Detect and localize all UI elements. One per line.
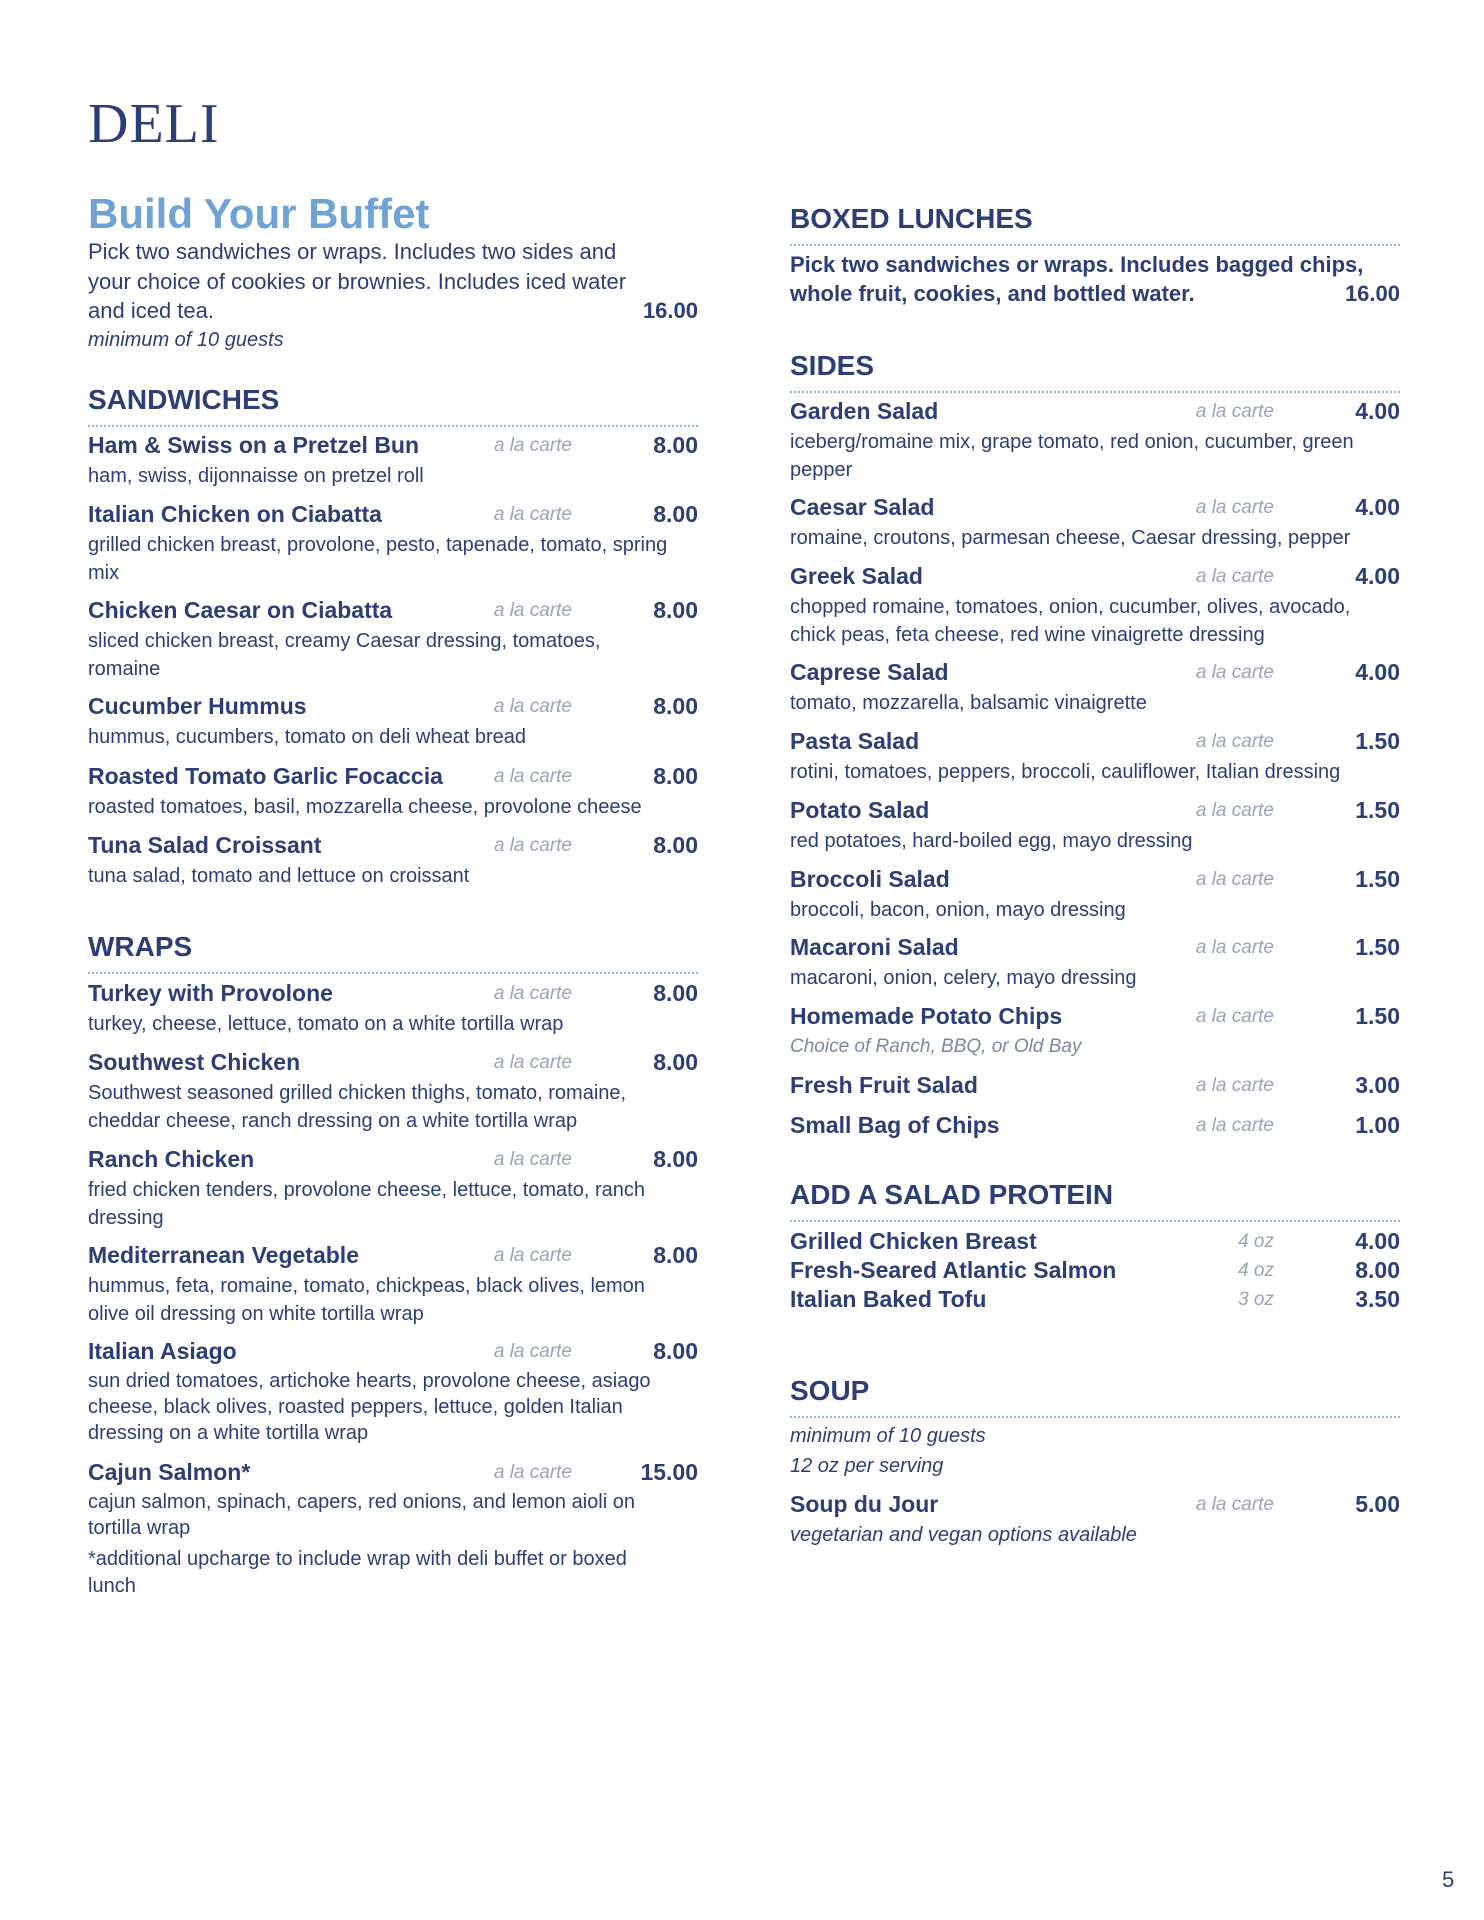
wrap-item [88,1242,698,1328]
item-description: sun dried tomatoes, artichoke hearts, provolone cheese, asiago cheese, black olives, roasted peppers, lettuce, golden Italian dressing on a white tortilla wrap [88,1370,651,1444]
item-qualifier: a la carte [1195,1006,1274,1027]
item-price: 8.00 [653,501,698,527]
item-qualifier: a la carte [1195,662,1274,683]
item-name: Garden Salad [790,398,939,424]
item-qualifier: 4 oz [1238,1231,1274,1252]
sandwich-item [88,432,698,490]
wrap-item [88,1338,698,1446]
item-qualifier: a la carte [1195,800,1274,821]
buffet-note: minimum of 10 guests [88,328,284,351]
item-description: turkey, cheese, lettuce, tomato on a white tortilla wrap [88,1013,564,1035]
item-description: roasted tomatoes, basil, mozzarella cheese, provolone cheese [88,796,642,818]
side-item [790,934,1400,992]
item-qualifier: a la carte [493,504,572,525]
side-item [790,728,1400,786]
sandwich-item [88,693,698,751]
page-title: DELI [88,93,220,155]
boxed-lunches-price: 16.00 [1344,281,1400,306]
item-name: Italian Baked Tofu [790,1286,987,1312]
item-name: Turkey with Provolone [88,980,333,1006]
item-qualifier: a la carte [493,600,572,621]
item-qualifier: a la carte [1195,731,1274,752]
side-item [790,866,1400,924]
side-item [790,563,1400,649]
wrap-item [88,1459,698,1541]
wrap-item [88,1146,698,1232]
item-description: Southwest seasoned grilled chicken thighs, tomato, romaine, cheddar cheese, ranch dressing on a white tortilla wrap [88,1082,627,1132]
item-name: Broccoli Salad [790,866,950,892]
item-name: Fresh-Seared Atlantic Salmon [790,1257,1117,1283]
wrap-item [88,980,698,1038]
sandwich-item [88,832,698,890]
item-qualifier: a la carte [493,1341,572,1362]
salad-protein-heading: ADD A SALAD PROTEIN [790,1179,1400,1222]
item-name: Small Bag of Chips [790,1112,1000,1138]
sandwiches-heading: SANDWICHES [88,384,698,427]
item-price: 8.00 [653,1049,698,1075]
item-description: fried chicken tenders, provolone cheese, lettuce, tomato, ranch dressing [88,1179,645,1229]
item-description: broccoli, bacon, onion, mayo dressing [790,899,1126,921]
item-qualifier: a la carte [493,1052,572,1073]
item-qualifier: a la carte [1195,401,1274,422]
item-price: 8.00 [653,1242,698,1268]
item-price: 8.00 [653,1338,698,1364]
buffet-title: Build Your Buffet [88,190,430,237]
item-name: Chicken Caesar on Ciabatta [88,597,393,623]
side-item [790,1072,1400,1102]
item-description: macaroni, onion, celery, mayo dressing [790,967,1137,989]
item-price: 15.00 [640,1459,698,1485]
item-price: 1.00 [1355,1112,1400,1138]
item-description: rotini, tomatoes, peppers, broccoli, cauliflower, Italian dressing [790,761,1341,783]
item-qualifier: a la carte [1195,869,1274,890]
side-item [790,1112,1400,1142]
item-price: 8.00 [1355,1257,1400,1283]
item-qualifier: 4 oz [1238,1260,1274,1281]
item-name: Grilled Chicken Breast [790,1228,1037,1254]
item-price: 1.50 [1355,797,1400,823]
item-name: Greek Salad [790,563,923,589]
sandwich-item [88,763,698,821]
wraps-heading: WRAPS [88,931,698,974]
item-price: 1.50 [1355,934,1400,960]
item-qualifier: a la carte [493,983,572,1004]
item-qualifier: a la carte [1195,1075,1274,1096]
buffet-description-block [88,237,698,355]
item-price: 8.00 [653,432,698,458]
item-name: Italian Asiago [88,1338,237,1364]
item-name: Southwest Chicken [88,1049,301,1075]
item-name: Ranch Chicken [88,1146,255,1172]
boxed-lunches-description: Pick two sandwiches or wraps. Includes bagged chips, whole fruit, cookies, and bottled water. [790,252,1364,306]
side-item [790,494,1400,552]
item-price: 8.00 [653,763,698,789]
item-name: Homemade Potato Chips [790,1003,1063,1029]
item-description: vegetarian and vegan options available [790,1524,1137,1546]
item-price: 8.00 [653,1146,698,1172]
item-description: tomato, mozzarella, balsamic vinaigrette [790,692,1147,714]
item-qualifier: a la carte [1195,1115,1274,1136]
item-price: 3.00 [1355,1072,1400,1098]
item-name: Cucumber Hummus [88,693,307,719]
item-price: 8.00 [653,980,698,1006]
item-name: Tuna Salad Croissant [88,832,322,858]
item-description: sliced chicken breast, creamy Caesar dressing, tomatoes, romaine [88,630,601,680]
item-price: 8.00 [653,597,698,623]
item-name: Cajun Salmon* [88,1459,251,1485]
item-qualifier: a la carte [1195,1494,1274,1515]
soup-item [790,1491,1400,1549]
item-price: 1.50 [1355,728,1400,754]
protein-item [790,1286,1400,1316]
item-name: Mediterranean Vegetable [88,1242,359,1268]
sandwich-item [88,597,698,683]
soup-heading: SOUP [790,1375,1400,1418]
item-qualifier: a la carte [493,696,572,717]
item-description: grilled chicken breast, provolone, pesto, tapenade, tomato, spring mix [88,534,668,584]
item-description: hummus, feta, romaine, tomato, chickpeas, black olives, lemon olive oil dressing on white tortilla wrap [88,1275,645,1325]
sandwich-item [88,501,698,587]
item-name: Pasta Salad [790,728,920,754]
side-item [790,1003,1400,1061]
item-price: 4.00 [1355,659,1400,685]
side-item [790,398,1400,484]
soup-note-serving: 12 oz per serving [790,1455,944,1477]
boxed-lunches-block [790,250,1400,308]
side-item [790,797,1400,855]
item-name: Fresh Fruit Salad [790,1072,978,1098]
item-price: 3.50 [1355,1286,1400,1312]
item-description: iceberg/romaine mix, grape tomato, red onion, cucumber, green pepper [790,431,1354,481]
item-description: tuna salad, tomato and lettuce on croissant [88,865,470,887]
item-name: Caesar Salad [790,494,935,520]
item-qualifier: a la carte [493,1149,572,1170]
boxed-lunches-heading: BOXED LUNCHES [790,203,1400,246]
item-qualifier: a la carte [1195,937,1274,958]
item-price: 4.00 [1355,563,1400,589]
item-qualifier: a la carte [493,1462,572,1483]
wraps-footnote: *additional upcharge to include wrap with deli buffet or boxed lunch [88,1548,627,1597]
side-item [790,659,1400,717]
item-description: hummus, cucumbers, tomato on deli wheat bread [88,726,526,748]
soup-note-minimum: minimum of 10 guests [790,1425,986,1447]
item-name: Soup du Jour [790,1491,939,1517]
wrap-item [88,1049,698,1135]
item-name: Caprese Salad [790,659,949,685]
item-name: Italian Chicken on Ciabatta [88,501,382,527]
item-price: 4.00 [1355,398,1400,424]
item-name: Macaroni Salad [790,934,959,960]
item-qualifier: a la carte [1195,497,1274,518]
buffet-price: 16.00 [642,298,698,323]
item-qualifier: a la carte [493,435,572,456]
item-price: 8.00 [653,693,698,719]
item-qualifier: a la carte [493,766,572,787]
item-description: cajun salmon, spinach, capers, red onions, and lemon aioli on tortilla wrap [88,1491,635,1539]
item-description: Choice of Ranch, BBQ, or Old Bay [790,1036,1082,1057]
page-number: 5 [1442,1867,1455,1892]
item-qualifier: a la carte [1195,566,1274,587]
item-description: chopped romaine, tomatoes, onion, cucumber, olives, avocado, chick peas, feta cheese, red wine vinaigrette dressing [790,596,1351,646]
item-description: romaine, croutons, parmesan cheese, Caesar dressing, pepper [790,527,1351,549]
item-price: 1.50 [1355,1003,1400,1029]
item-price: 1.50 [1355,866,1400,892]
item-price: 5.00 [1355,1491,1400,1517]
item-qualifier: 3 oz [1238,1289,1274,1310]
item-price: 4.00 [1355,494,1400,520]
item-description: ham, swiss, dijonnaisse on pretzel roll [88,465,424,487]
item-name: Roasted Tomato Garlic Focaccia [88,763,443,789]
buffet-description: Pick two sandwiches or wraps. Includes two sides and your choice of cookies or brownies. Includes iced water and iced tea. [88,239,627,323]
item-description: red potatoes, hard-boiled egg, mayo dressing [790,830,1193,852]
item-name: Ham & Swiss on a Pretzel Bun [88,432,420,458]
sides-heading: SIDES [790,350,1400,393]
item-price: 4.00 [1355,1228,1400,1254]
item-qualifier: a la carte [493,1245,572,1266]
item-name: Potato Salad [790,797,930,823]
item-price: 8.00 [653,832,698,858]
protein-item [790,1257,1400,1287]
item-qualifier: a la carte [493,835,572,856]
protein-item [790,1228,1400,1258]
